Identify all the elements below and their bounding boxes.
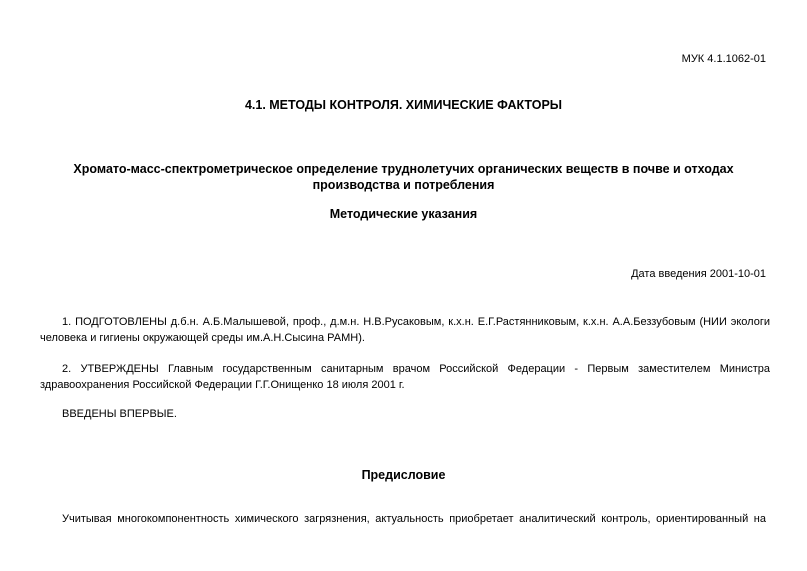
foreword-title: Предисловие xyxy=(361,468,446,482)
paragraph-prepared-by-line-2: человека и гигиены окружающей среды им.А.Н.Сысина РАМН). xyxy=(40,332,365,344)
introduction-date: Дата введения 2001-10-01 xyxy=(631,268,766,280)
section-title: 4.1. МЕТОДЫ КОНТРОЛЯ. ХИМИЧЕСКИЕ ФАКТОРЫ xyxy=(244,98,563,112)
paragraph-prepared-by xyxy=(40,314,770,346)
document-code: МУК 4.1.1062-01 xyxy=(681,53,766,65)
paragraph-approved-by-line-2: здравоохранения Российской Федерации Г.Г.Онищенко 18 июля 2001 г. xyxy=(40,379,405,391)
document-subtitle: Методические указания xyxy=(329,207,478,221)
foreword-paragraph: Учитывая многокомпонентность химического загрязнения, актуальность приобретает аналитический контроль, ориентированный на xyxy=(62,513,766,525)
document-title-line-2: производства и потребления xyxy=(312,178,495,192)
paragraph-approved-by-line-1: 2. УТВЕРЖДЕНЫ Главным государственным санитарным врачом Российской Федерации - Первым заместителем Министра xyxy=(62,363,770,375)
document-title xyxy=(40,161,767,193)
paragraph-approved-by xyxy=(40,361,770,393)
document-title-line-1: Хромато-масс-спектрометрическое определение труднолетучих органических веществ в почве и отходах xyxy=(73,162,734,176)
paragraph-introduced-first: ВВЕДЕНЫ ВПЕРВЫЕ. xyxy=(62,408,177,420)
paragraph-prepared-by-line-1: 1. ПОДГОТОВЛЕНЫ д.б.н. А.Б.Малышевой, проф., д.м.н. Н.В.Русаковым, к.х.н. Е.Г.Растянниковым, к.х.н. А.А.Беззубовым (НИИ экологи xyxy=(62,316,770,328)
